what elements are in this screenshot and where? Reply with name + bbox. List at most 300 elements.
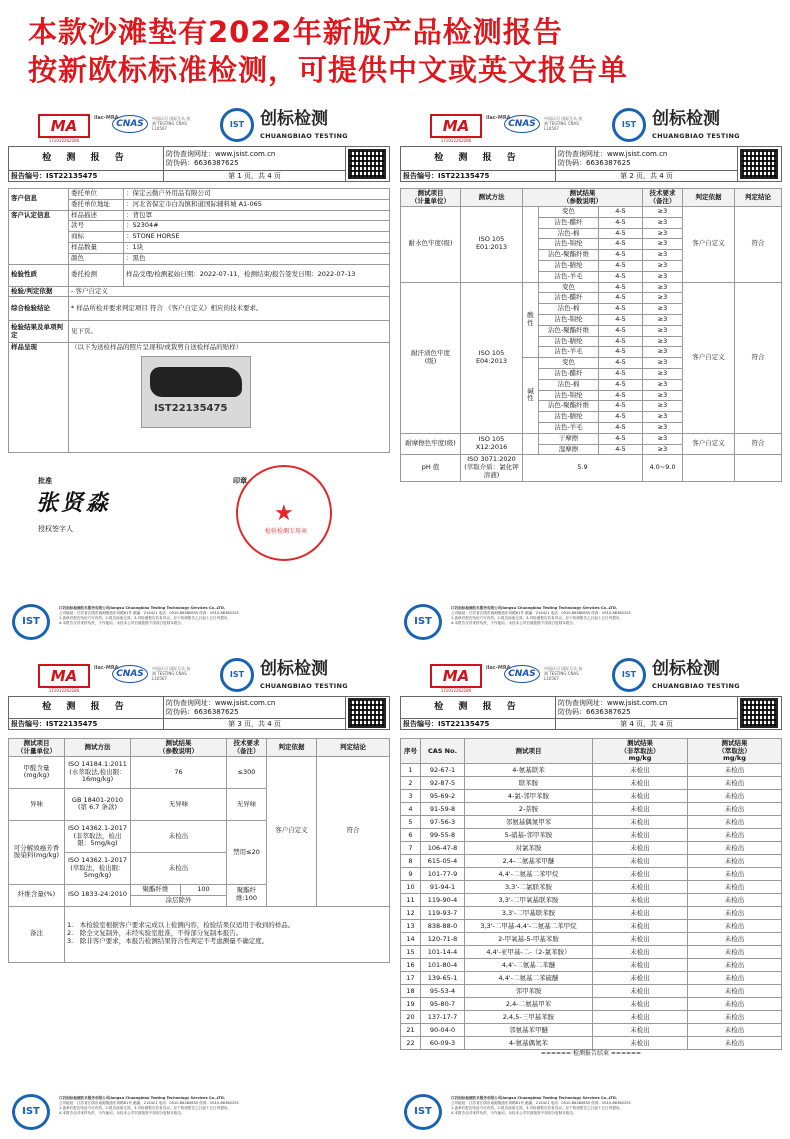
table-cell: 2-甲氧基-5-甲基苯胺 [465,933,593,946]
result-label: 沾色-醋纤 [539,293,599,304]
table-row [9,739,390,757]
brand-name-en: CHUANGBIAO TESTING [260,132,348,140]
table-row [401,894,782,907]
verdict: 符合 [735,282,782,433]
requirement: ≥3 [643,444,683,455]
cnas-logo: CNAS [112,665,148,683]
footer-line: 公司地址：江苏省江阴市南闸街道东风路81号 邮编：214421 电话：0510-86380655 传真：0510-86380255 [451,1101,631,1105]
table-cell: 对氯苯胺 [465,842,593,855]
result-value: 4-5 [599,433,643,444]
footer-line: 江苏创标检测技术服务有限公司Jiangsu Chuangbiao Testing Technology Services Co.,LTD. [59,1096,226,1100]
table-row [401,881,782,894]
field-key: 委托单位 [69,189,124,200]
table-cell: 未检出 [688,842,782,855]
field-key: 样品数量 [69,243,124,254]
result-label: 沾色-棉 [539,228,599,239]
requirement: ≥3 [643,314,683,325]
result-label: 沾色-聚酯纤维 [539,401,599,412]
table-row [401,920,782,933]
table-cell: 未检出 [593,1024,688,1037]
table-cell: 未检出 [688,933,782,946]
table-cell: 2-萘胺 [465,803,593,816]
requirement: ≥3 [643,293,683,304]
result-label: 沾色-腈纶 [539,412,599,423]
table-cell: 119-93-7 [421,907,465,920]
result-value: 4-5 [599,271,643,282]
table-header: 测试项目 （计量单位） [401,189,461,207]
table-cell: 12 [401,907,421,920]
table-cell: 3,3'-二甲氧基联苯胺 [465,894,593,907]
requirement: ≥3 [643,433,683,444]
result-value: 4-5 [599,412,643,423]
report-number: 报告编号：IST22135475 [9,719,164,730]
items-label: 检验结果及单项判定 [9,321,69,343]
table-cell: 7 [401,842,421,855]
ilac-logo: ilac-MRA [94,115,119,121]
conclusion-value: * 样品所检并要求判定项目 符合 《客户自定义》相应的技术要求。 [69,297,390,321]
table-cell: 未检出 [688,1037,782,1050]
requirement: ≥3 [643,260,683,271]
table-header: 技术要求 （备注） [227,739,267,757]
table-cell: 2,4,5-三甲基苯胺 [465,1011,593,1024]
spacer [523,206,539,282]
requirement: ≤300 [227,756,267,788]
table-cell: 未检出 [688,959,782,972]
table-cell: 未检出 [593,933,688,946]
cnas-logo: CNAS [112,115,148,133]
table-row [401,764,782,777]
qr-code [348,698,386,728]
table-cell: 邻甲苯胺 [465,985,593,998]
approval-area [8,453,390,573]
chemical-test-table [8,738,390,963]
requirement: ≥3 [643,336,683,347]
ma-logo: MA [430,114,482,138]
items-value: 见下页。 [69,321,390,343]
table-header: 判定结论 [317,739,390,757]
requirement: 无异味 [227,788,267,820]
spacer [523,433,539,455]
result-value: 未检出 [131,820,227,852]
result-value: 4-5 [599,390,643,401]
anti-code: 防伪码：6636387625 [166,158,239,167]
brand-name: 创标检测 [260,109,328,129]
requirement: ≥3 [643,379,683,390]
table-cell: 13 [401,920,421,933]
query-site: 防伪查询网址：www.jsist.com.cn [166,699,276,708]
report-number: 报告编号：IST22135475 [401,171,556,182]
result-label: 沾色-醋纤 [539,368,599,379]
table-row [9,906,390,962]
signature: 张贤淼 [36,490,112,517]
requirement: 聚酯纤维:100 [227,884,267,906]
table-cell: 未检出 [688,881,782,894]
qr-code [348,149,386,179]
cnas-logo: CNAS [504,665,540,683]
table-cell: 95-80-7 [421,998,465,1011]
notes [65,906,390,962]
ist-seal-icon: IST [12,1094,50,1130]
table-header: 测试结果 （参数说明） [523,189,643,207]
table-header: 测试项目 [465,739,593,764]
requirement: ≥3 [643,304,683,315]
basis: 客户自定义 [683,282,735,433]
ma-logo: MA [430,664,482,688]
test-item: 可分解致癌芳香胺染料(mg/kg) [9,820,65,884]
query-site: 防伪查询网址：www.jsist.com.cn [558,699,668,708]
table-cell: 未检出 [688,803,782,816]
table-cell: 未检出 [593,894,688,907]
table-cell: 2 [401,777,421,790]
table-cell: 未检出 [593,816,688,829]
table-cell: 联苯胺 [465,777,593,790]
ist-logo: IST [612,658,646,692]
client-info-table [8,188,390,453]
table-header: 序号 [401,739,421,764]
approve-label: 批准 [38,477,52,486]
result-label: 沾色-棉 [539,379,599,390]
table-cell: 未检出 [593,803,688,816]
result-value: 4-5 [599,282,643,293]
report-page-3 [8,656,390,963]
table-cell: 8 [401,855,421,868]
table-cell: 未检出 [593,777,688,790]
cnas-logo: CNAS [504,115,540,133]
table-cell: 未检出 [688,855,782,868]
result-value: 4-5 [599,325,643,336]
result-value: 未检出 [131,852,227,884]
test-method: ISO 14362.1-2017 (非萃取法，检出限：5mg/kg) [65,820,131,852]
result-label: 干摩擦 [539,433,599,444]
result-value: 5.9 [523,455,643,481]
requirement: ≥3 [643,250,683,261]
page-number: 第 4 页，共 4 页 [556,719,738,730]
table-cell: 106-47-8 [421,842,465,855]
table-cell: 14 [401,933,421,946]
footer-line: 1.盖章后报告结论方可有效。2.报告涂改无效。3.对检测报告若有异议，应于收到报告之日起十五日内提出。 [451,616,624,620]
report-end: ====== 检测报告结束 ====== [540,1050,642,1058]
table-cell: 未检出 [688,985,782,998]
requirement: ≥3 [643,390,683,401]
field-value: ：河北省保定市白沟镇和道国际辅料城 A1-065 [124,199,390,210]
brand-name: 创标检测 [652,659,720,679]
result-value: 无异味 [131,788,227,820]
requirement: ≥3 [643,282,683,293]
basis-value: - 客户自定义 [69,286,390,297]
requirement: ≥3 [643,206,683,217]
result-value: 4-5 [599,401,643,412]
report-title: 检 测 报 告 [401,697,556,719]
footer-3 [4,1092,389,1132]
table-row [401,855,782,868]
result-value: 4-5 [599,206,643,217]
result-value: 4-5 [599,444,643,455]
brand-name-en: CHUANGBIAO TESTING [260,682,348,690]
basis: 客户自定义 [267,756,317,906]
field-value: ：S2304# [124,221,390,232]
page-number: 第 3 页，共 4 页 [164,719,346,730]
table-cell: 未检出 [688,920,782,933]
field-value: 样品受理/检测起始日期：2022-07-11，检测结束/报告签发日期：2022-07-13 [124,264,390,286]
report-title: 检 测 报 告 [9,697,164,719]
table-cell: 838-88-0 [421,920,465,933]
logo-bar [8,106,390,146]
result-value: 4-5 [599,217,643,228]
result-label: 变色 [539,358,599,369]
result-label: 沾色-锦纶 [539,239,599,250]
headline-line-2: 按新欧标标准检测，可提供中文或英文报告单 [28,53,629,87]
page-number: 第 2 页，共 4 页 [556,171,738,182]
result-label: 沾色-腈纶 [539,336,599,347]
table-cell: 101-77-9 [421,868,465,881]
table-row [401,842,782,855]
result-value: 76 [131,756,227,788]
result-value: 4-5 [599,250,643,261]
table-cell: 未检出 [688,868,782,881]
table-cell: 未检出 [593,1037,688,1050]
requirement: ≥3 [643,239,683,250]
table-header: 测试方法 [65,739,131,757]
report-header [8,696,390,730]
footer-line: 1.盖章后报告结论方可有效。2.报告涂改无效。3.对检测报告若有异议，应于收到报告之日起十五日内提出。 [59,616,232,620]
table-cell: 6 [401,829,421,842]
table-cell: 11 [401,894,421,907]
requirement: ≥3 [643,422,683,433]
test-item: 耐汗渍色牢度 (级) [401,282,461,433]
brand-name: 创标检测 [260,659,328,679]
table-cell: 邻氨基苯甲醚 [465,1024,593,1037]
table-cell: 未检出 [593,868,688,881]
result-label: 沾色-聚酯纤维 [539,325,599,336]
table-row [401,1011,782,1024]
result-label: 沾色-羊毛 [539,271,599,282]
table-row [401,998,782,1011]
table-cell: 3,3'-二甲基联苯胺 [465,907,593,920]
nature-label: 检验性质 [9,264,69,286]
table-cell: 未检出 [688,790,782,803]
result-value: 4-5 [599,314,643,325]
report-number: 报告编号：IST22135475 [401,719,556,730]
table-cell: 未检出 [593,972,688,985]
cnas-text: 中国认可 国际互认 检测 TESTING CNAS L10567 [152,666,191,681]
headline-line-1: 本款沙滩垫有2022年新版产品检测报告 [28,15,563,49]
table-cell: 15 [401,946,421,959]
table-cell: 4 [401,803,421,816]
footer-line: 1.盖章后报告结论方可有效。2.报告涂改无效。3.对检测报告若有异议，应于收到报告之日起十五日内提出。 [451,1106,624,1110]
ma-logo: MA [38,664,90,688]
client-label: 客户信息 [9,189,69,211]
footer-line: 江苏创标检测技术服务有限公司Jiangsu Chuangbiao Testing Technology Services Co.,LTD. [451,606,618,610]
acid-label: 酸性 [523,282,539,358]
table-cell: 20 [401,1011,421,1024]
table-cell: 未检出 [593,842,688,855]
field-value: ：1块 [124,243,390,254]
table-cell: 95-69-2 [421,790,465,803]
table-cell: 90-04-0 [421,1024,465,1037]
table-cell: 未检出 [688,1011,782,1024]
table-cell: 95-53-4 [421,985,465,998]
field-key: 款号 [69,221,124,232]
table-cell: 4-氨基偶氮苯 [465,1037,593,1050]
table-cell: 未检出 [688,1024,782,1037]
table-cell: 92-87-5 [421,777,465,790]
requirement: ≥3 [643,271,683,282]
table-cell: 3,3'-二甲基-4,4'-二氨基二苯甲烷 [465,920,593,933]
table-cell: 5-硝基-邻甲苯胺 [465,829,593,842]
anti-code: 防伪码：6636387625 [558,158,631,167]
table-cell: 615-05-4 [421,855,465,868]
basis-label: 检验/判定依据 [9,286,69,297]
result-label: 沾色-腈纶 [539,260,599,271]
logo-bar [400,656,782,696]
signer-label: 授权签字人 [38,525,73,534]
report-header [400,146,782,182]
table-cell: 3,3'-二氯联苯胺 [465,881,593,894]
result-label: 沾色-锦纶 [539,390,599,401]
result-value: 100 [181,884,227,895]
table-cell: 未检出 [688,998,782,1011]
table-cell: 未检出 [688,894,782,907]
result-value: 4-5 [599,228,643,239]
footer-line: 4.本报告仅对来样负责，不作他用，未经本公司书面批准不得部分复制本报告。 [59,1111,185,1115]
field-value: ：黑色 [124,253,390,264]
result-value: 4-5 [599,368,643,379]
page-number: 第 1 页，共 4 页 [164,171,346,182]
footer-line: 4.本报告仅对来样负责，不作他用，未经本公司书面批准不得部分复制本报告。 [451,1111,577,1115]
test-method: ISO 105 X12:2016 [461,433,523,455]
ist-seal-icon: IST [12,604,50,640]
table-cell: 99-55-8 [421,829,465,842]
result-value: 4-5 [599,422,643,433]
qr-code [740,149,778,179]
report-number: 报告编号：IST22135475 [9,171,164,182]
table-cell: 101-14-4 [421,946,465,959]
ist-logo: IST [612,108,646,142]
query-site: 防伪查询网址：www.jsist.com.cn [166,150,276,159]
field-key: 颜色 [69,253,124,264]
table-cell: 未检出 [593,881,688,894]
colorfastness-table [400,188,782,482]
table-header: 测试项目 （计量单位） [9,739,65,757]
alkali-label: 碱性 [523,358,539,434]
query-site: 防伪查询网址：www.jsist.com.cn [558,150,668,159]
requirement: ≥3 [643,412,683,423]
test-item: 耐摩擦色牢度(级) [401,433,461,455]
result-note: 涂层除外 [131,895,227,906]
logo-bar [400,106,782,146]
table-cell: 5 [401,816,421,829]
field-key: 委托检测 [69,264,124,286]
ist-seal-icon: IST [404,1094,442,1130]
table-row [401,985,782,998]
note-label: 备注 [9,906,65,962]
table-cell: 21 [401,1024,421,1037]
field-value: ：保定云勤户外用品有限公司 [124,189,390,200]
table-cell: 97-56-3 [421,816,465,829]
table-cell: 10 [401,881,421,894]
table-cell: 3 [401,790,421,803]
table-cell: 119-90-4 [421,894,465,907]
official-stamp: ★ 检验检测专用章 [236,465,332,561]
result-value: 4-5 [599,260,643,271]
table-cell: 139-65-1 [421,972,465,985]
test-item: 异味 [9,788,65,820]
result-label: 变色 [539,206,599,217]
table-cell: 4,4'-亚甲基-二-（2-氯苯胺） [465,946,593,959]
table-cell: 未检出 [593,855,688,868]
note-line: 3. 除非客户要求，本报告检测结果符合性判定不考虑测量不确定度。 [67,936,269,945]
table-cell: 未检出 [593,959,688,972]
table-cell: 4-氨基联苯 [465,764,593,777]
ma-number: 171012262286 [440,138,472,143]
table-cell: 17 [401,972,421,985]
result-value: 4-5 [599,336,643,347]
table-cell: 22 [401,1037,421,1050]
table-cell: 18 [401,985,421,998]
stamp-text: 检验检测专用章 [264,528,307,536]
sample-photo [141,356,251,428]
result-label: 沾色-棉 [539,304,599,315]
report-page-4 [400,656,782,1058]
test-item: 耐水色牢度(级) [401,206,461,282]
table-row [401,946,782,959]
table-cell: 未检出 [593,946,688,959]
result-label: 沾色-聚酯纤维 [539,250,599,261]
ist-logo: IST [220,108,254,142]
table-cell: 91-59-8 [421,803,465,816]
test-method: ISO 105 E01:2013 [461,206,523,282]
result-label: 变色 [539,282,599,293]
photo-id-label: IST22135475 [154,403,228,415]
requirement: 禁用≤20 [227,820,267,884]
table-cell: 未检出 [688,816,782,829]
result-value: 4-5 [599,304,643,315]
field-key: 样品描述 [69,210,124,221]
table-cell: 4,4'-二氨基二苯甲烷 [465,868,593,881]
table-cell: 未检出 [593,920,688,933]
field-value: ：STONE HORSE [124,232,390,243]
table-cell: 92-67-1 [421,764,465,777]
requirement: ≥3 [643,217,683,228]
table-cell: 19 [401,998,421,1011]
ma-logo: MA [38,114,90,138]
photo-label: 样品呈现 [9,343,69,453]
table-row [401,972,782,985]
spacer [735,455,782,481]
table-cell: 未检出 [593,829,688,842]
table-cell: 未检出 [593,985,688,998]
table-row [401,803,782,816]
field-value: ：背包罩 [124,210,390,221]
table-cell: 未检出 [593,1011,688,1024]
table-cell: 未检出 [688,946,782,959]
requirement: ≥3 [643,368,683,379]
requirement: 4.0~9.0 [643,455,683,481]
table-row [401,777,782,790]
table-cell: 9 [401,868,421,881]
footer-line: 江苏创标检测技术服务有限公司Jiangsu Chuangbiao Testing Technology Services Co.,LTD. [59,606,226,610]
table-header: 判定依据 [267,739,317,757]
test-method: GB 18401-2010 (第 6.7 条款) [65,788,131,820]
basis: 客户自定义 [683,206,735,282]
brand-name-en: CHUANGBIAO TESTING [652,682,740,690]
qr-code [740,698,778,728]
test-method: ISO 14184.1:2011 (水萃取法,检出限：16mg/kg) [65,756,131,788]
table-row [401,189,782,207]
table-cell: 2,4-二氨基甲苯 [465,998,593,1011]
requirement: ≥3 [643,358,683,369]
report-title: 检 测 报 告 [401,147,556,171]
